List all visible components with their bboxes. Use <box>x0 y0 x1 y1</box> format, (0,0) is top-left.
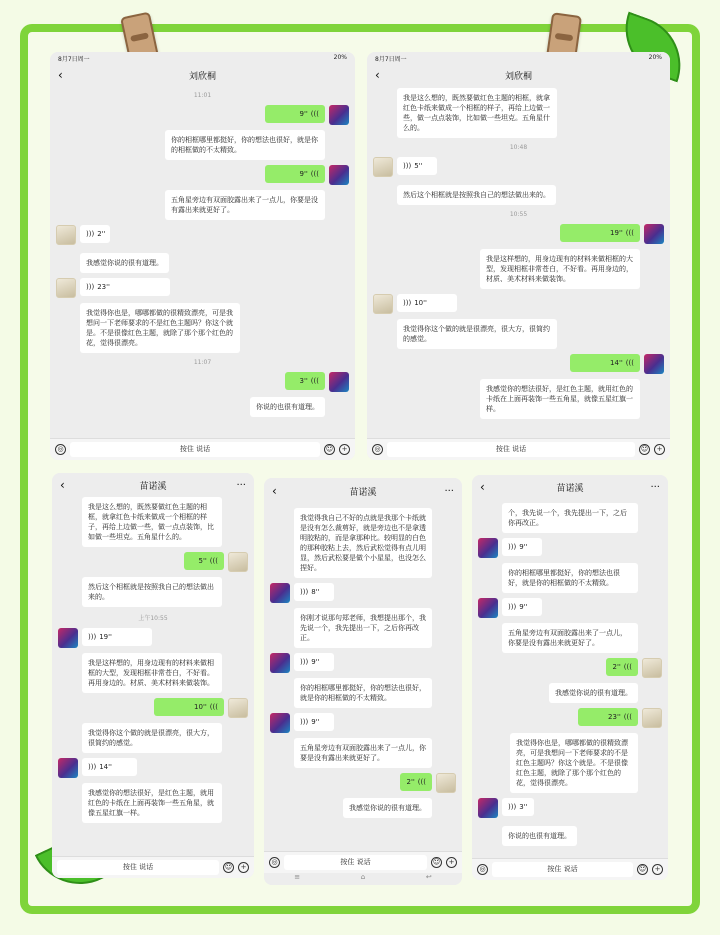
transcription: 你说的也很有道理。 <box>250 397 325 417</box>
transcription: 个，我先说一个，我先提出一下，之后你再改正。 <box>502 503 638 533</box>
avatar[interactable] <box>56 278 76 298</box>
hold-to-talk-button[interactable]: 按住 说话 <box>387 442 635 457</box>
title-bar <box>50 64 355 86</box>
avatar[interactable] <box>228 698 248 718</box>
plus-icon[interactable]: + <box>339 444 350 455</box>
emoji-icon[interactable]: ☺ <box>640 445 649 453</box>
voice-message[interactable]: 2'' ((( <box>400 773 432 791</box>
more-icon[interactable]: ··· <box>236 479 246 491</box>
voice-icon: ))) <box>508 803 517 811</box>
hold-to-talk-button[interactable]: 按住 说话 <box>70 442 320 457</box>
title-bar <box>367 64 670 86</box>
chat-title: 刘欣桐 <box>504 71 532 82</box>
transcription: 我是这么想的，既然要做红色主题的相框，就拿红色卡纸来做成一个相框的样子，再给上边做一些，做一点点装饰，比如做一些坦克。五角星什么的。 <box>397 88 557 138</box>
chat-panel-1 <box>50 52 355 460</box>
transcription: 我感觉你说的很有道理。 <box>549 683 638 703</box>
avatar[interactable] <box>478 798 498 818</box>
avatar[interactable] <box>329 372 349 392</box>
voice-message[interactable]: 3'' ((( <box>285 372 325 390</box>
voice-message[interactable]: 2'' ((( <box>606 658 638 676</box>
chat-title: 刘欣桐 <box>188 71 216 82</box>
back-icon[interactable]: ‹ <box>375 68 380 82</box>
avatar[interactable] <box>270 713 290 733</box>
input-bar <box>472 858 668 880</box>
voice-icon: ((( <box>623 663 632 671</box>
transcription: 我觉得你这个做的就是很漂亮，很大方，很简约的感觉。 <box>397 319 557 349</box>
back-nav-icon[interactable]: ↩ <box>425 873 432 881</box>
voice-message[interactable]: ))) 8'' <box>294 583 334 601</box>
input-bar <box>264 851 462 873</box>
transcription: 五角星旁边有双面胶露出来了一点儿，你要是没有露出来就更好了。 <box>294 738 432 768</box>
voice-icon: ))) <box>300 588 309 596</box>
title-bar <box>472 475 668 499</box>
avatar[interactable] <box>642 658 662 678</box>
voice-icon: ((( <box>417 778 426 786</box>
avatar[interactable] <box>270 653 290 673</box>
voice-message[interactable]: 19'' ((( <box>560 224 640 242</box>
emoji-icon[interactable]: ☺ <box>638 865 647 873</box>
back-icon[interactable]: ‹ <box>60 478 65 492</box>
voice-icon: ((( <box>209 557 218 565</box>
voice-icon: ))) <box>88 633 97 641</box>
plus-icon[interactable]: + <box>654 444 665 455</box>
menu-nav-icon[interactable]: ≡ <box>294 873 301 881</box>
transcription: 然后这个相框就是按照我自己的想法做出来的。 <box>397 185 556 205</box>
voice-icon: ))) <box>403 162 412 170</box>
timestamp: 10:55 <box>509 211 528 218</box>
avatar[interactable] <box>270 583 290 603</box>
chat-title: 苗诺溪 <box>349 487 377 498</box>
avatar[interactable] <box>436 773 456 793</box>
status-bar <box>367 52 670 64</box>
avatar[interactable] <box>58 628 78 648</box>
status-time: 8月7日周一 <box>58 56 90 63</box>
transcription: 我感觉你的想法很好，是红色主题，就用红色的卡纸在上面再装饰一些五角星，就像五星红旗一样。 <box>480 379 640 419</box>
transcription: 五角星旁边有双面胶露出来了一点儿，你要是没有露出来就更好了。 <box>165 190 325 220</box>
voice-icon: ((( <box>310 110 319 118</box>
back-icon[interactable]: ‹ <box>58 68 63 82</box>
voice-icon: ))) <box>86 230 95 238</box>
voice-message[interactable]: ))) 14'' <box>82 758 137 776</box>
plus-icon[interactable]: + <box>652 864 663 875</box>
voice-message[interactable]: ))) 9'' <box>294 653 334 671</box>
voice-icon: ))) <box>300 718 309 726</box>
chat-panel-3 <box>52 473 254 878</box>
transcription: 我是这样想的，用身边现有的材料来做相框的大型，发现相框非常苍白，不好看。再用身边的。材质、美术材料来做装饰。 <box>82 653 222 693</box>
chat-panel-2 <box>367 52 670 460</box>
voice-message[interactable]: 23'' ((( <box>578 708 638 726</box>
transcription: 我觉得我自己不好的点就是我那个卡纸就是没有怎么裁剪好，就是旁边也不是拿透明胶粘的，而是拿那种比。较明显的白色的那种胶粘上去，然后武松觉得有点儿明显，然后武松要是做个小星星，也没怎么捏好。 <box>294 508 432 578</box>
transcription: 你说的也很有道理。 <box>502 826 577 846</box>
battery: 20% <box>333 54 347 61</box>
avatar[interactable] <box>56 225 76 245</box>
voice-icon: ((( <box>625 229 634 237</box>
voice-message[interactable]: ))) 9'' <box>502 598 542 616</box>
avatar[interactable] <box>373 294 393 314</box>
voice-message[interactable]: ))) 9'' <box>502 538 542 556</box>
hold-to-talk-button[interactable]: 按住 说话 <box>284 855 427 870</box>
transcription: 你的相框哪里都挺好，你的想法也很好，就是你的相框做的不太精致。 <box>502 563 638 593</box>
transcription: 你刚才说那句郑老师，我想提出那个，我先说一个，我先提出一下，之后你再改正。 <box>294 608 432 648</box>
timestamp: 上午10:55 <box>138 615 168 622</box>
voice-icon: ((( <box>623 713 632 721</box>
voice-message[interactable]: 9'' ((( <box>265 105 325 123</box>
timestamp: 10:48 <box>509 144 528 151</box>
voice-message[interactable]: ))) 9'' <box>294 713 334 731</box>
transcription: 我感觉你说的很有道理。 <box>343 798 432 818</box>
timestamp: 11:01 <box>193 92 212 99</box>
voice-message[interactable]: ))) 23'' <box>80 278 170 296</box>
voice-icon: ((( <box>310 377 319 385</box>
emoji-icon[interactable]: ☺ <box>432 858 441 866</box>
transcription: 我是这么想的，既然要做红色主题的相框，就拿红色卡纸来做成一个相框的样子，再给上边做一些，做一点点装饰，比如做一些坦克。五角星什么的。 <box>82 497 222 547</box>
input-bar <box>52 856 254 878</box>
voice-message[interactable]: ))) 19'' <box>82 628 152 646</box>
title-bar <box>264 478 462 504</box>
avatar[interactable] <box>478 538 498 558</box>
battery: 20% <box>648 54 662 61</box>
status-time: 8月7日周一 <box>375 56 407 63</box>
title-bar <box>52 473 254 497</box>
avatar[interactable] <box>373 157 393 177</box>
input-bar <box>50 438 355 460</box>
chat-panel-4 <box>264 478 462 885</box>
voice-icon: ))) <box>508 543 517 551</box>
emoji-icon[interactable]: ☺ <box>325 445 334 453</box>
voice-message[interactable]: 14'' ((( <box>570 354 640 372</box>
voice-message[interactable]: 9'' ((( <box>265 165 325 183</box>
transcription: 我觉得你也是，哪哪都做的很精致漂亮，可是我想问一下老师要求的不是红色主题吗？你这个就是。不是很像红色主题，就除了那个那个红色的花，觉得很漂亮。 <box>80 303 240 353</box>
back-icon[interactable]: ‹ <box>480 480 485 494</box>
voice-toggle-icon[interactable]: ◎ <box>269 857 280 868</box>
input-bar <box>367 438 670 460</box>
voice-icon: ))) <box>300 658 309 666</box>
avatar[interactable] <box>642 708 662 728</box>
voice-toggle-icon[interactable]: ◎ <box>55 444 66 455</box>
avatar[interactable] <box>644 224 664 244</box>
chat-panel-5 <box>472 475 668 880</box>
chat-title: 苗诺溪 <box>556 483 584 494</box>
voice-message[interactable]: ))) 3'' <box>502 798 534 816</box>
transcription: 我感觉你的想法很好，是红色主题，就用红色的卡纸在上面再装饰一些五角星，就像五星红旗一样。 <box>82 783 222 823</box>
transcription: 你的相框哪里都挺好，你的想法也很好，就是你的相框做的不太精致。 <box>165 130 325 160</box>
avatar[interactable] <box>478 598 498 618</box>
home-nav-icon[interactable]: ⌂ <box>360 873 366 881</box>
more-icon[interactable]: ··· <box>650 481 660 493</box>
voice-message[interactable]: 10'' ((( <box>154 698 224 716</box>
transcription: 我觉得你也是，哪哪都做的很精致漂亮，可是我想问一下老师要求的不是红色主题吗？你这个就是。不是很像红色主题，就除了那个那个红色的花，觉得很漂亮。 <box>510 733 638 793</box>
voice-icon: ((( <box>209 703 218 711</box>
voice-icon: ))) <box>86 283 95 291</box>
status-bar <box>50 52 355 64</box>
voice-message[interactable]: ))) 10'' <box>397 294 457 312</box>
voice-toggle-icon[interactable]: ◎ <box>477 864 488 875</box>
emoji-icon[interactable]: ☺ <box>224 863 233 871</box>
avatar[interactable] <box>644 354 664 374</box>
voice-message[interactable]: ))) 5'' <box>397 157 437 175</box>
plus-icon[interactable]: + <box>238 862 249 873</box>
plus-icon[interactable]: + <box>446 857 457 868</box>
transcription: 我觉得你这个做的就是很漂亮，很大方，很简约的感觉。 <box>82 723 222 753</box>
voice-message[interactable]: ))) 2'' <box>80 225 110 243</box>
avatar[interactable] <box>228 552 248 572</box>
hold-to-talk-button[interactable]: 按住 说话 <box>492 862 633 877</box>
voice-icon: ))) <box>403 299 412 307</box>
voice-icon: ))) <box>88 763 97 771</box>
voice-message[interactable]: 5'' ((( <box>184 552 224 570</box>
voice-icon: ))) <box>508 603 517 611</box>
transcription: 五角星旁边有双面胶露出来了一点儿，你要是没有露出来就更好了。 <box>502 623 638 653</box>
voice-icon: ((( <box>310 170 319 178</box>
back-icon[interactable]: ‹ <box>272 484 277 498</box>
timestamp: 11:07 <box>193 359 212 366</box>
avatar[interactable] <box>329 105 349 125</box>
voice-icon: ((( <box>625 359 634 367</box>
system-nav-bar <box>264 873 462 885</box>
transcription: 然后这个相框就是按照我自己的想法做出来的。 <box>82 577 222 607</box>
transcription: 我感觉你说的很有道理。 <box>80 253 169 273</box>
more-icon[interactable]: ··· <box>444 485 454 497</box>
hold-to-talk-button[interactable]: 按住 说话 <box>57 860 219 875</box>
chat-title: 苗诺溪 <box>139 481 167 492</box>
transcription: 我是这样想的，用身边现有的材料来做相框的大型，发现相框非常苍白，不好看。再用身边的，材质、美术材料来做装饰。 <box>480 249 640 289</box>
transcription: 你的相框哪里都挺好，你的想法也很好，就是你的相框做的不太精致。 <box>294 678 432 708</box>
avatar[interactable] <box>58 758 78 778</box>
voice-toggle-icon[interactable]: ◎ <box>372 444 383 455</box>
avatar[interactable] <box>329 165 349 185</box>
